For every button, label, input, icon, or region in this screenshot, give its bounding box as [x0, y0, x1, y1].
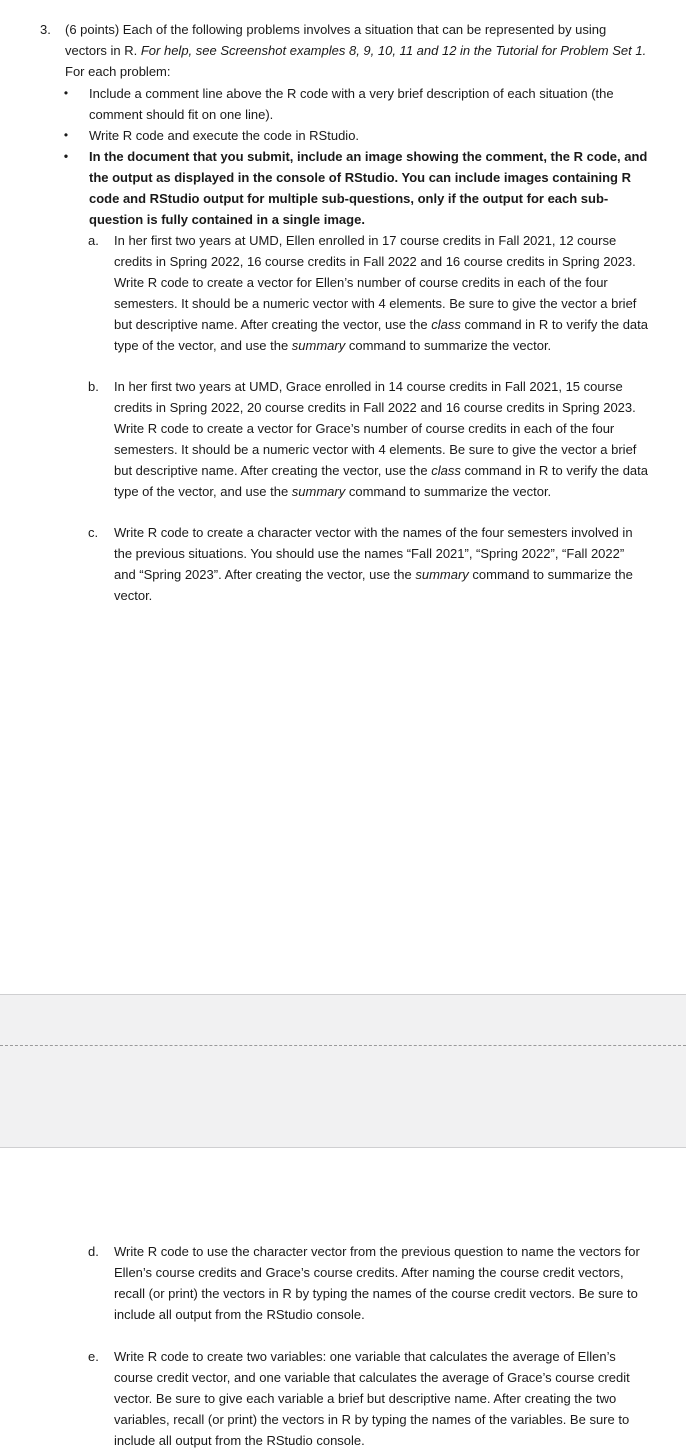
- text-segment: command to summarize the vector.: [345, 484, 552, 499]
- emphasis-text: class: [431, 317, 461, 332]
- bullet-icon: •: [63, 86, 69, 100]
- bullet-icon: •: [63, 128, 69, 142]
- text-segment: For each problem:: [65, 64, 171, 79]
- emphasis-text: class: [431, 463, 461, 478]
- text-segment: command to summarize the vector.: [345, 338, 552, 353]
- subquestion-letter: a.: [88, 233, 99, 248]
- question-number: 3.: [40, 22, 51, 37]
- emphasis-text: For help, see Screenshot examples 8, 9, 10, 11 and 12 in the Tutorial for Problem Set 1.: [140, 43, 647, 58]
- subquestion-letter: c.: [88, 525, 99, 540]
- subquestion-letter: d.: [88, 1244, 99, 1259]
- instruction-item: [60, 83, 650, 125]
- text-segment: command in R to verify the data type of the vector, and use the: [114, 317, 649, 353]
- text-segment: Write R code to create a character vector with the names of the four semesters involved in the previous situations. You should use the names “Fall 2021”, “Spring 2022”, “Fall 2022” and “Spring 2023”. After creating the vector, use the: [114, 525, 633, 582]
- instruction-text: Write R code and execute the code in RStudio.: [89, 128, 360, 143]
- subquestion-text: [114, 1346, 648, 1451]
- subquestion-d: [88, 1241, 648, 1325]
- instruction-list: [60, 83, 650, 230]
- subquestion-text: [114, 376, 648, 502]
- subquestion-a: [88, 230, 648, 356]
- page-gap: [0, 994, 686, 1148]
- subquestion-b: [88, 376, 648, 502]
- subquestion-c: [88, 522, 648, 606]
- text-segment: (6 points) Each of the following problems involves a situation that can be represented by using vectors in R.: [65, 22, 607, 58]
- bullet-icon: •: [63, 149, 69, 163]
- emphasis-text: summary: [291, 338, 346, 353]
- subquestion-text: [114, 522, 648, 606]
- text-segment: Write R code to use the character vector from the previous question to name the vectors for Ellen’s course credits and Grace’s course credits. After naming the course credit vectors, recall (or print) the vectors in R by typing the names of the course credit vectors. Be sure to include all output from the RStudio console.: [114, 1244, 640, 1322]
- text-segment: command to summarize the vector.: [114, 567, 633, 603]
- text-segment: In her first two years at UMD, Ellen enrolled in 17 course credits in Fall 2021, 12 course credits in Spring 2022, 16 course credits in Fall 2022 and 16 course credits in Spring 2023. Write R code to create a vector for Ellen’s number of course credits in each of the four semesters. It should be a numeric vector with 4 elements. Be sure to give the vector a brief but descriptive name. After creating the vector, use the: [114, 233, 637, 332]
- instruction-text: In the document that you submit, include an image showing the comment, the R code, and the output as displayed in the console of RStudio. You can include images containing R code and RStudio output for multiple sub-questions, only if the output for each sub-question is fully contained in a single image.: [89, 149, 648, 227]
- emphasis-text: summary: [415, 567, 469, 582]
- instruction-text: Include a comment line above the R code with a very brief description of each situation (the comment should fit on one line).: [89, 86, 614, 122]
- page-break-line: [0, 1045, 686, 1046]
- emphasis-text: summary: [291, 484, 346, 499]
- subquestion-text: [114, 230, 648, 356]
- subquestion-text: [114, 1241, 648, 1325]
- text-segment: command in R to verify the data type of the vector, and use the: [114, 463, 649, 499]
- subquestion-e: [88, 1346, 648, 1451]
- question-intro: [65, 19, 650, 82]
- question-3-header: [40, 19, 650, 82]
- subquestion-letter: e.: [88, 1349, 99, 1364]
- text-segment: Write R code to create two variables: one variable that calculates the average of Ellen’s course credit vector, and one variable that calculates the average of Grace’s course credit vector. Be sure to give each variable a brief but descriptive name. After creating the two variables, recall (or print) the vectors in R by typing the names of the variables. Be sure to include all output from the RStudio console.: [114, 1349, 630, 1448]
- subquestion-letter: b.: [88, 379, 99, 394]
- text-segment: In her first two years at UMD, Grace enrolled in 14 course credits in Fall 2021, 15 course credits in Spring 2022, 20 course credits in Fall 2022 and 16 course credits in Spring 2023. Write R code to create a vector for Grace’s number of course credits in each of the four semesters. It should be a numeric vector with 4 elements. Be sure to give the vector a brief but descriptive name. After creating the vector, use the: [114, 379, 637, 478]
- instruction-item: [60, 146, 650, 230]
- instruction-item: [60, 125, 650, 146]
